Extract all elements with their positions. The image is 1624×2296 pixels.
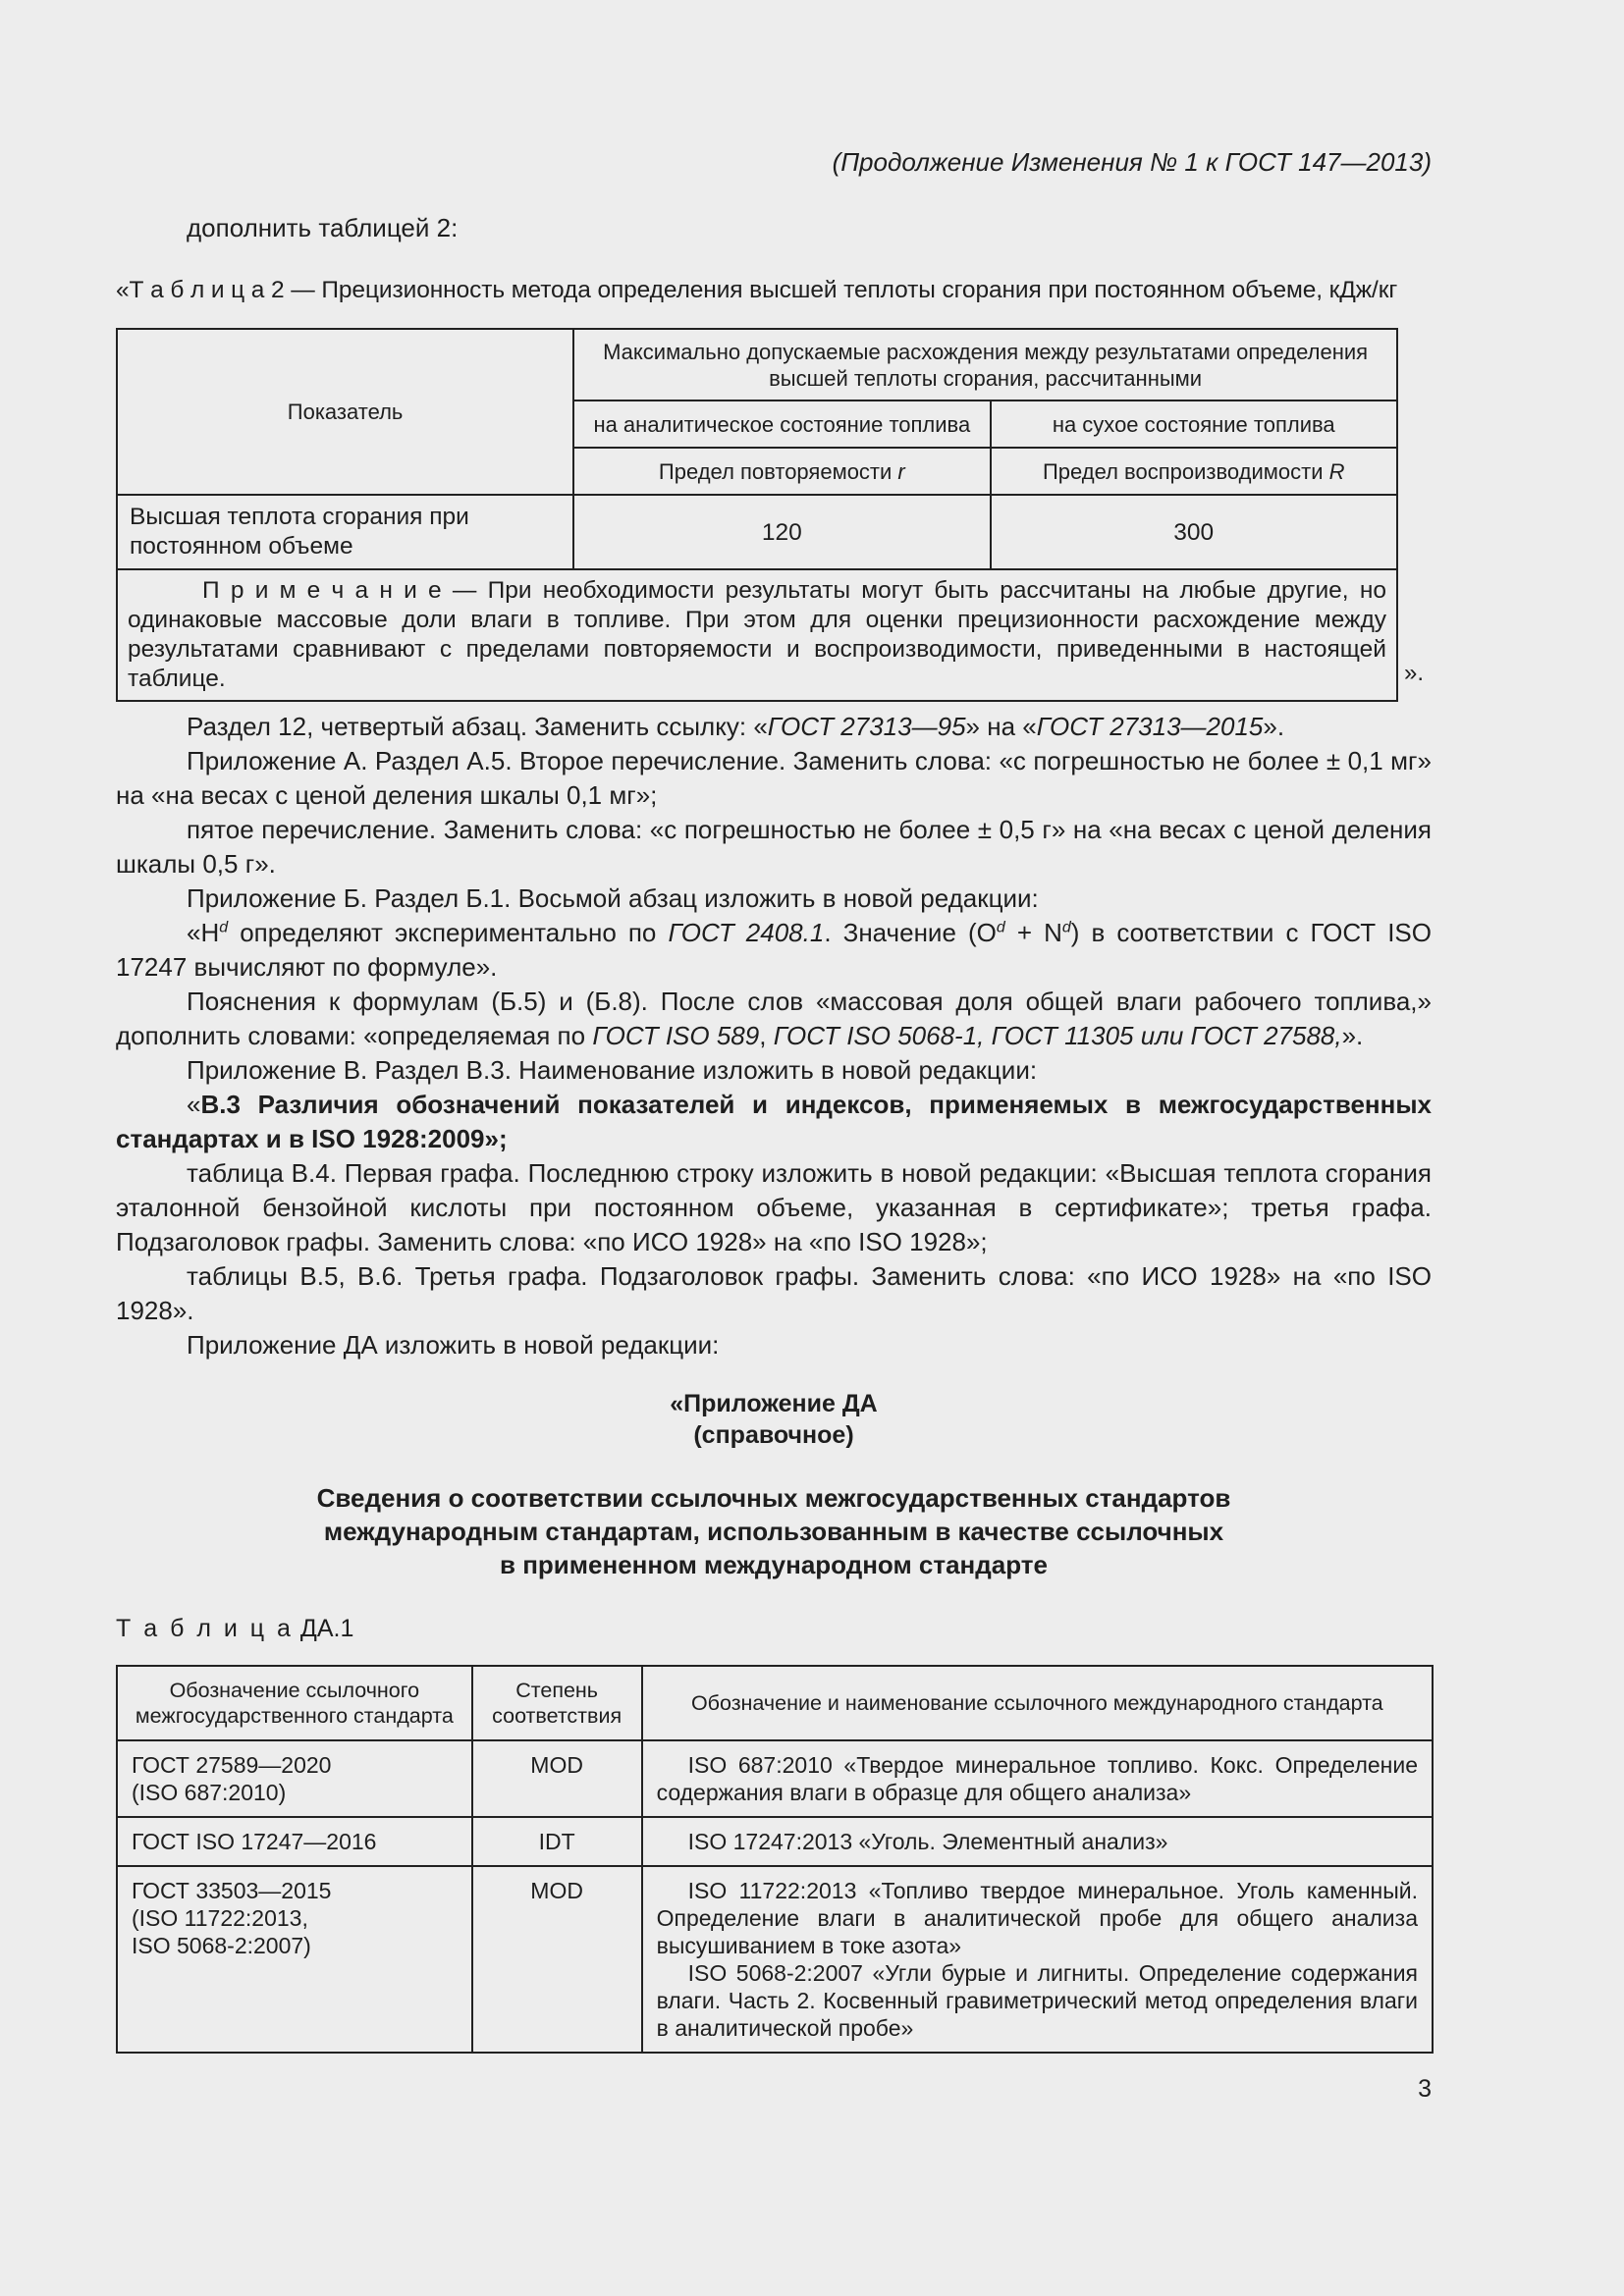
standard-code: ГОСТ 27589—2020 (132, 1752, 332, 1778)
standard-intl-ref: (ISO 687:2010) (132, 1780, 287, 1805)
reprod-label: Предел воспроизводимости (1042, 458, 1329, 484)
table2-note (117, 569, 1397, 701)
paragraph-tables-v5-v6: таблицы В.5, В.6. Третья графа. Подзаголовок графы. Заменить слова: «по ИСО 1928» на «по ISO 1928». (116, 1261, 1432, 1325)
table2-close-quote: ». (1404, 660, 1425, 686)
p5-text-d: . Значение (О (824, 918, 997, 947)
table2-caption-text: — Прецизионность метода определения высшей теплоты сгорания при постоянном объеме, кДж/кг (284, 277, 1398, 303)
tableDA-header-standard: Обозначение ссылочного межгосударственного стандарта (117, 1666, 472, 1740)
p6-sep: , (759, 1021, 774, 1050)
p5-ref: ГОСТ 2408.1 (668, 918, 825, 947)
standard-intl-ref-2: ISO 5068-2:2007) (132, 1933, 311, 1958)
intl-standard-desc: ISO 11722:2013 «Топливо твердое минеральное. Уголь каменный. Определение влаги в аналитической пробе для общего анализа высушиванием в токе азота» (656, 1878, 1418, 1958)
p1-old-ref: ГОСТ 27313—95 (767, 712, 966, 741)
p8-bold-title: В.3 Различия обозначений показателей и индексов, применяемых в межгосударственных стандартах и в ISO 1928:2009»; (116, 1090, 1432, 1153)
intro-text: дополнить таблицей 2: (187, 213, 459, 242)
paragraph-formula-note (116, 916, 1432, 985)
table2 (116, 328, 1398, 702)
p5-sup3: d (1061, 919, 1071, 936)
table2-header-group: Максимально допускаемые расхождения между результатами определения высшей теплоты сгорания, рассчитанными (573, 329, 1397, 400)
tableDA-header-intl: Обозначение и наименование ссылочного международного стандарта (642, 1666, 1433, 1740)
appendix-type: (справочное) (693, 1421, 854, 1449)
paragraph-appendix-b: Приложение Б. Раздел Б.1. Восьмой абзац изложить в новой редакции: (187, 883, 1039, 913)
p5-text-b: определяют экспериментально по (228, 918, 669, 947)
intl-standard-cell (642, 1740, 1433, 1817)
tableDA-header-degree: Степень соответствия (472, 1666, 642, 1740)
tableDA-caption-prefix: Т а б л и ц а (116, 1615, 294, 1642)
table2-header-analytical: на аналитическое состояние топлива (573, 400, 990, 448)
table2-row-label: Высшая теплота сгорания при постоянном объеме (117, 495, 573, 569)
p5-text-f: ) в соответствии с ГОСТ ISO 17247 вычисляют по формуле». (116, 918, 1432, 982)
p8-quote: « (187, 1090, 201, 1119)
appendix-title-line1: Сведения о соответствии ссылочных межгосударственных стандартов (316, 1483, 1231, 1513)
appendix-title (116, 1481, 1432, 1581)
intl-standard-cell (642, 1817, 1433, 1866)
repeat-symbol: r (897, 458, 905, 484)
page-number: 3 (1418, 2075, 1432, 2103)
standard-cell (117, 1866, 472, 2053)
paragraph-fifth-item: пятое перечисление. Заменить слова: «с погрешностью не более ± 0,5 г» на «на весах с ценой деления шкалы 0,5 г». (116, 815, 1432, 879)
table2-value-R: 300 (991, 495, 1398, 569)
intl-standard-desc: ISO 17247:2013 «Уголь. Элементный анализ» (687, 1829, 1168, 1854)
degree-cell: MOD (472, 1866, 642, 2053)
p5-sup2: d (996, 919, 1005, 936)
continuation-header: (Продолжение Изменения № 1 к ГОСТ 147—2013) (832, 147, 1432, 177)
p5-text: «Н (187, 918, 220, 947)
table2-caption-prefix: «Т а б л и ц а 2 (116, 277, 285, 303)
p1-text-end: ». (1263, 712, 1285, 741)
standard-code: ГОСТ 33503—2015 (132, 1878, 332, 1903)
note-prefix: П р и м е ч а н и е (202, 577, 442, 604)
p5-sup1: d (219, 919, 229, 936)
table2-header-reproducibility (991, 448, 1398, 495)
standard-intl-ref: (ISO 11722:2013, (132, 1905, 308, 1931)
table-row (117, 1866, 1433, 2053)
tableDA-caption-num: ДА.1 (293, 1615, 354, 1642)
degree-cell: MOD (472, 1740, 642, 1817)
p1-new-ref: ГОСТ 27313—2015 (1036, 712, 1264, 741)
intl-standard-cell (642, 1866, 1433, 2053)
intl-standard-desc-2: ISO 5068-2:2007 «Угли бурые и лигниты. Определение содержания влаги. Часть 2. Косвенный гравиметрический метод определения влаги в аналитической пробе» (656, 1960, 1418, 2041)
degree-cell: IDT (472, 1817, 642, 1866)
paragraph-table-v4: таблица В.4. Первая графа. Последнюю строку изложить в новой редакции: «Высшая теплота сгорания эталонной бензойной кислоты при постоянном объеме, указанная в сертификате»; третья графа. Подзаголовок графы. Заменить слова: «по ИСО 1928» на «по ISO 1928»; (116, 1158, 1432, 1256)
appendix-label: «Приложение ДА (670, 1390, 878, 1417)
repeat-label: Предел повторяемости (658, 458, 898, 484)
p1-text: Раздел 12, четвертый абзац. Заменить ссылку: « (187, 712, 768, 741)
paragraph-appendix-a: Приложение А. Раздел А.5. Второе перечисление. Заменить слова: «с погрешностью не более ± 0,1 мг» на «на весах с ценой деления шкалы 0,1 мг»; (116, 746, 1432, 810)
table2-value-r: 120 (573, 495, 990, 569)
paragraph-section12 (116, 710, 1432, 744)
appendix-title-line2: международным стандартам, использованным в качестве ссылочных (323, 1517, 1224, 1546)
table2-header-indicator: Показатель (117, 329, 573, 495)
p6-ref2: ГОСТ ISO 5068-1, ГОСТ 11305 или ГОСТ 27588, (773, 1021, 1342, 1050)
p1-text-mid: » на « (965, 712, 1037, 741)
table-row (117, 1740, 1433, 1817)
table-row (117, 1817, 1433, 1866)
intl-standard-desc: ISO 687:2010 «Твердое минеральное топливо. Кокс. Определение содержания влаги в образце для общего анализа» (656, 1752, 1418, 1805)
appendix-title-line3: в примененном международном стандарте (500, 1550, 1048, 1579)
standard-cell (117, 1817, 472, 1866)
note-text: — При необходимости результаты могут быть рассчитаны на любые другие, но одинаковые массовые доли влаги в топливе. При этом для оценки прецизионности расхождение между результатами сравнивают с пределами повторяемости и воспроизводимости, приведенными в настоящей таблице. (128, 577, 1386, 692)
reprod-symbol: R (1328, 458, 1345, 484)
p6-ref1: ГОСТ ISO 589 (592, 1021, 760, 1050)
paragraph-appendix-da: Приложение ДА изложить в новой редакции: (187, 1330, 720, 1360)
amendment-body (116, 710, 1432, 1362)
tableDA-caption (116, 1615, 353, 1643)
p5-text-e: + N (1004, 918, 1062, 947)
standard-code: ГОСТ ISO 17247—2016 (132, 1829, 377, 1854)
paragraph-appendix-v: Приложение В. Раздел В.3. Наименование изложить в новой редакции: (187, 1055, 1038, 1085)
paragraph-formula-explanations (116, 985, 1432, 1053)
p6-text: Пояснения к формулам (Б.5) и (Б.8). После слов «массовая доля общей влаги рабочего топлива,» дополнить словами: «определяемая по (116, 987, 1432, 1050)
table2-caption (116, 277, 1432, 304)
paragraph-v3-title (116, 1088, 1432, 1156)
table2-header-dry: на сухое состояние топлива (991, 400, 1398, 448)
appendix-heading (116, 1388, 1432, 1451)
table2-header-repeatability (573, 448, 990, 495)
tableDA (116, 1665, 1434, 2054)
p6-end: ». (1341, 1021, 1364, 1050)
standard-cell (117, 1740, 472, 1817)
